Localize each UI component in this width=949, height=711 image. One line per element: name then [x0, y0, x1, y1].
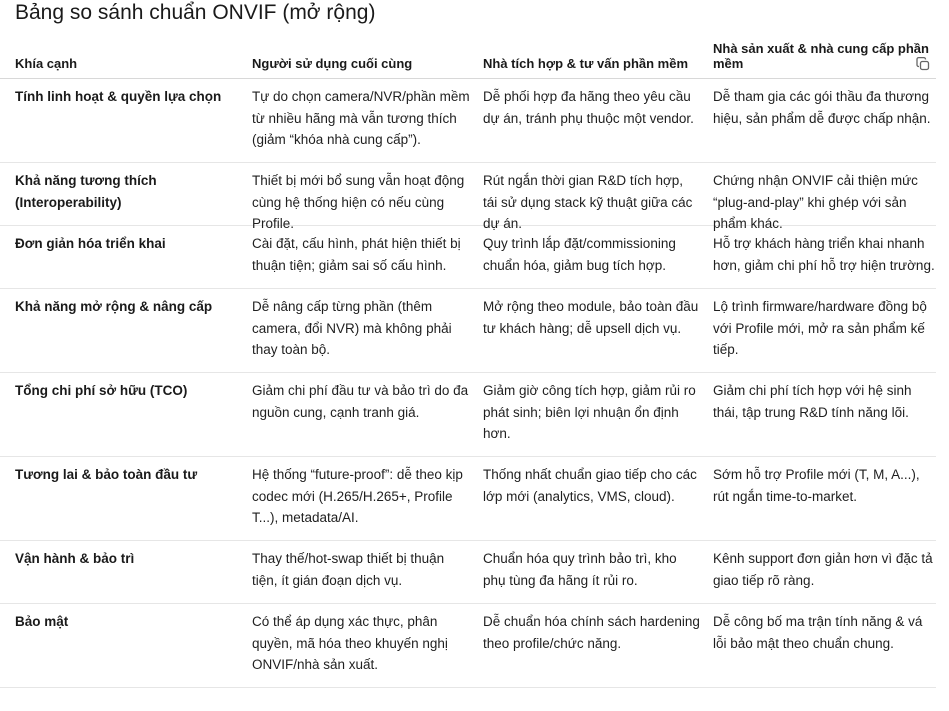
table-header [0, 37, 936, 79]
cell-manufacturer: Chứng nhận ONVIF cải thiện mức “plug-and-play” khi ghép với sản phẩm khác. [713, 173, 918, 231]
cell-manufacturer: Sớm hỗ trợ Profile mới (T, M, A...), rút ngắn time-to-market. [713, 467, 920, 504]
cell-integrator: Thống nhất chuẩn giao tiếp cho các lớp mới (analytics, VMS, cloud). [483, 467, 697, 504]
cell-aspect: Khả năng tương thích (Interoperability) [15, 173, 157, 210]
cell-aspect: Bảo mật [15, 614, 69, 629]
cell-integrator: Mở rộng theo module, bảo toàn đầu tư khách hàng; dễ upsell dịch vụ. [483, 299, 699, 336]
cell-end-user: Hệ thống “future-proof”: dễ theo kịp codec mới (H.265/H.265+, Profile T...), metadata/AI. [252, 467, 463, 525]
cell-manufacturer: Lộ trình firmware/hardware đồng bộ với Profile mới, mở ra sản phẩm kế tiếp. [713, 299, 927, 357]
cell-aspect: Vận hành & bảo trì [15, 551, 135, 566]
cell-end-user: Cài đặt, cấu hình, phát hiện thiết bị thuận tiện; giảm sai số cấu hình. [252, 236, 461, 273]
cell-integrator: Rút ngắn thời gian R&D tích hợp, tái sử dụng stack kỹ thuật giữa các dự án. [483, 173, 693, 231]
cell-integrator: Dễ chuẩn hóa chính sách hardening theo profile/chức năng. [483, 614, 700, 651]
header-integrator: Nhà tích hợp & tư vấn phần mềm [483, 56, 689, 71]
cell-manufacturer: Giảm chi phí tích hợp với hệ sinh thái, tập trung R&D tính năng lõi. [713, 383, 912, 420]
cell-integrator: Giảm giờ công tích hợp, giảm rủi ro phát sinh; biên lợi nhuận ổn định hơn. [483, 383, 696, 441]
cell-manufacturer: Kênh support đơn giản hơn vì đặc tả giao tiếp rõ ràng. [713, 551, 933, 588]
table-row [0, 604, 936, 688]
table-row [0, 226, 936, 289]
table-row [0, 373, 936, 457]
cell-manufacturer: Hỗ trợ khách hàng triển khai nhanh hơn, giảm chi phí hỗ trợ hiện trường. [713, 236, 935, 273]
table-row [0, 163, 936, 231]
table-row [0, 79, 936, 163]
header-manufacturer: Nhà sản xuất & nhà cung cấp phần mềm [713, 41, 929, 71]
cell-aspect: Tương lai & bảo toàn đầu tư [15, 467, 198, 482]
comparison-table [0, 37, 949, 688]
page-title: Bảng so sánh chuẩn ONVIF (mở rộng) [15, 1, 376, 24]
cell-end-user: Tự do chọn camera/NVR/phần mềm từ nhiều hãng mà vẫn tương thích (giảm “khóa nhà cung cấp”). [252, 89, 470, 147]
cell-end-user: Dễ nâng cấp từng phần (thêm camera, đổi NVR) mà không phải thay toàn bộ. [252, 299, 452, 357]
cell-manufacturer: Dễ công bố ma trận tính năng & vá lỗi bảo mật theo chuẩn chung. [713, 614, 923, 651]
table-body [0, 79, 949, 688]
cell-integrator: Chuẩn hóa quy trình bảo trì, kho phụ tùng đa hãng ít rủi ro. [483, 551, 677, 588]
cell-end-user: Thay thế/hot-swap thiết bị thuận tiện, ít gián đoạn dịch vụ. [252, 551, 445, 588]
cell-aspect: Tính linh hoạt & quyền lựa chọn [15, 89, 222, 104]
cell-manufacturer: Dễ tham gia các gói thầu đa thương hiệu, sản phẩm dễ được chấp nhận. [713, 89, 931, 126]
cell-integrator: Dễ phối hợp đa hãng theo yêu cầu dự án, tránh phụ thuộc một vendor. [483, 89, 694, 126]
header-aspect: Khía cạnh [15, 56, 78, 71]
cell-end-user: Có thể áp dụng xác thực, phân quyền, mã hóa theo khuyến nghị ONVIF/nhà sản xuất. [252, 614, 448, 672]
header-end-user: Người sử dụng cuối cùng [252, 56, 413, 71]
cell-aspect: Khả năng mở rộng & nâng cấp [15, 299, 213, 314]
cell-integrator: Quy trình lắp đặt/commissioning chuẩn hóa, giảm bug tích hợp. [483, 236, 676, 273]
table-row [0, 457, 936, 541]
cell-aspect: Tổng chi phí sở hữu (TCO) [15, 383, 188, 398]
cell-aspect: Đơn giản hóa triển khai [15, 236, 166, 251]
cell-end-user: Thiết bị mới bổ sung vẫn hoạt động cùng hệ thống hiện có nếu cùng Profile. [252, 173, 465, 231]
copy-icon[interactable] [915, 56, 931, 72]
table-row [0, 289, 936, 373]
table-row [0, 541, 936, 604]
cell-end-user: Giảm chi phí đầu tư và bảo trì do đa nguồn cung, cạnh tranh giá. [252, 383, 469, 420]
